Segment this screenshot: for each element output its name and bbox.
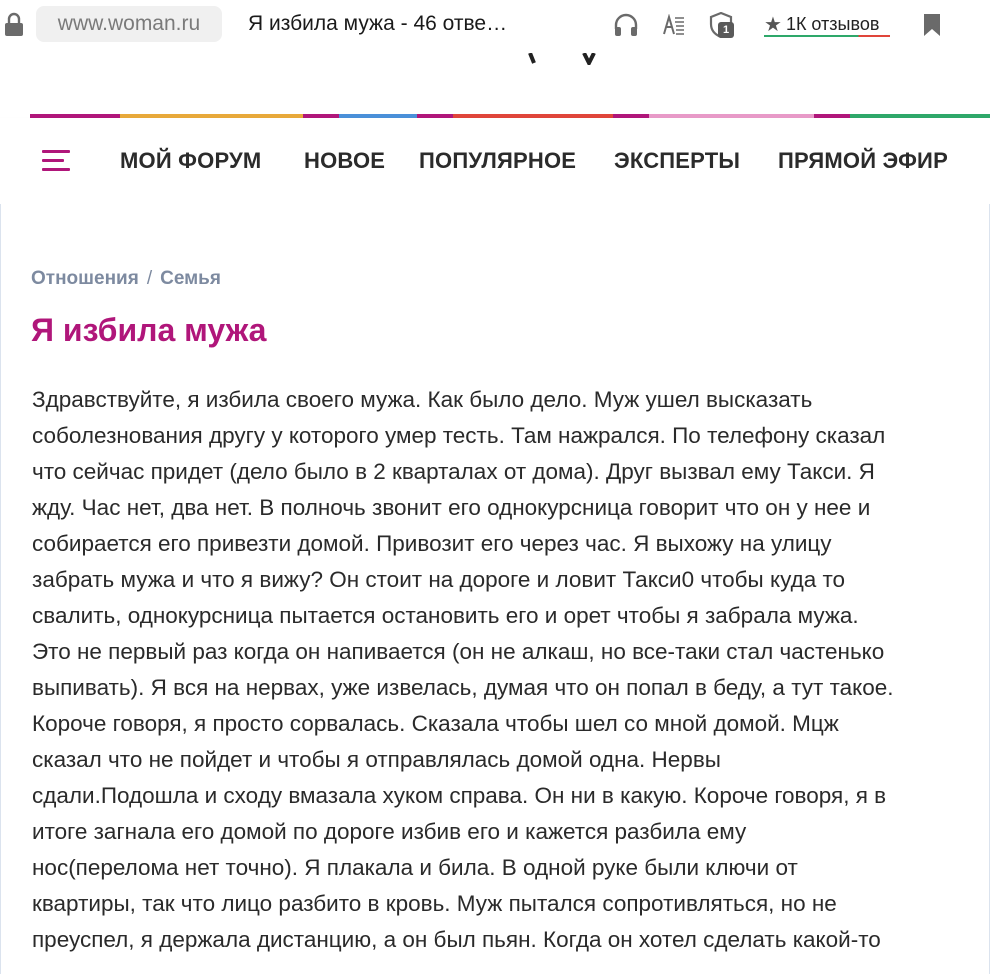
post-text-line: сдали.Подошла и сходу вмазала хуком справа. Он ни в какую. Короче говоря, я в [32, 783, 887, 808]
protect-shield-icon[interactable] [704, 12, 738, 38]
post-text-line: Это не первый раз когда он напивается (он не алкаш, но все-таки стал частенько [32, 639, 885, 664]
post-text-line: соболезнования другу у которого умер тесть. Там нажрался. По телефону сказал [32, 423, 886, 448]
shield-badge: 1 [718, 22, 734, 38]
nav-experts[interactable]: ЭКСПЕРТЫ [614, 148, 741, 173]
post-text-line: свалить, однокурсница пытается остановить его и орет чтобы я забрала мужа. [32, 603, 859, 628]
post-body [32, 382, 972, 958]
post-text-line: итоге загнала его домой по дороге избив его и кажется разбила ему [32, 819, 747, 844]
breadcrumb [31, 268, 221, 290]
main-nav [0, 118, 990, 205]
nav-new[interactable]: НОВОЕ [304, 148, 386, 173]
rating-bar [764, 35, 890, 37]
nav-live[interactable]: ПРЯМОЙ ЭФИР [778, 148, 948, 173]
nav-my-forum[interactable]: МОЙ ФОРУМ [120, 148, 262, 173]
reader-mode-icon[interactable] [662, 12, 686, 38]
browser-bar [0, 0, 990, 52]
post-text-line: собирается его привезти домой. Привозит его через час. Я выхожу на улицу [32, 531, 832, 556]
post-text-line: забрать мужа и что я вижу? Он стоит на дороге и ловит Такси0 чтобы куда то [32, 567, 846, 592]
post-text-line: что сейчас придет (дело было в 2 кварталах от дома). Друг вызвал ему Такси. Я [32, 459, 875, 484]
reviews-label: 1К отзывов [785, 13, 880, 34]
post-text-line: Здравствуйте, я избила своего мужа. Как было дело. Муж ушел высказать [32, 387, 813, 412]
page-title: Я избила мужа [31, 312, 267, 348]
post-text-line: нос(перелома нет точно). Я плакала и била. В одной руке были ключи от [32, 855, 798, 880]
address-bar[interactable] [36, 6, 222, 42]
headphones-icon[interactable] [612, 12, 640, 38]
site-logo[interactable] [524, 52, 604, 64]
breadcrumb-separator: / [146, 268, 153, 289]
post-text-line: жду. Час нет, два нет. В полночь звонит его однокурсница говорит что он у нее и [32, 495, 871, 520]
url-text: www.woman.ru [57, 12, 201, 35]
post-text-line: преуспел, я держала дистанцию, а он был пьян. Когда он хотел сделать какой-то [32, 927, 881, 952]
breadcrumb-family[interactable]: Семья [160, 268, 221, 289]
lock-icon[interactable] [4, 12, 24, 38]
post-text-line: выпивать). Я вся на нервах, уже извелась, думая что он попал в беду, а тут такое. [32, 675, 894, 700]
nav-popular[interactable]: ПОПУЛЯРНОЕ [419, 148, 577, 173]
breadcrumb-relations[interactable]: Отношения [31, 268, 139, 289]
menu-icon[interactable] [42, 148, 70, 172]
bookmark-icon[interactable] [922, 12, 942, 38]
star-icon: ★ [764, 13, 782, 36]
tab-title: Я избила мужа - 46 отве… [248, 12, 508, 35]
post-text-line: квартиры, так что лицо разбито в кровь. Муж пытался сопротивляться, но не [32, 891, 837, 916]
post-text-line: Короче говоря, я просто сорвалась. Сказала чтобы шел со мной домой. Мцж [32, 711, 839, 736]
post-text-line: сказал что не пойдет и чтобы я отправлялась домой одна. Нервы [32, 747, 721, 772]
reviews-button[interactable] [764, 10, 879, 38]
